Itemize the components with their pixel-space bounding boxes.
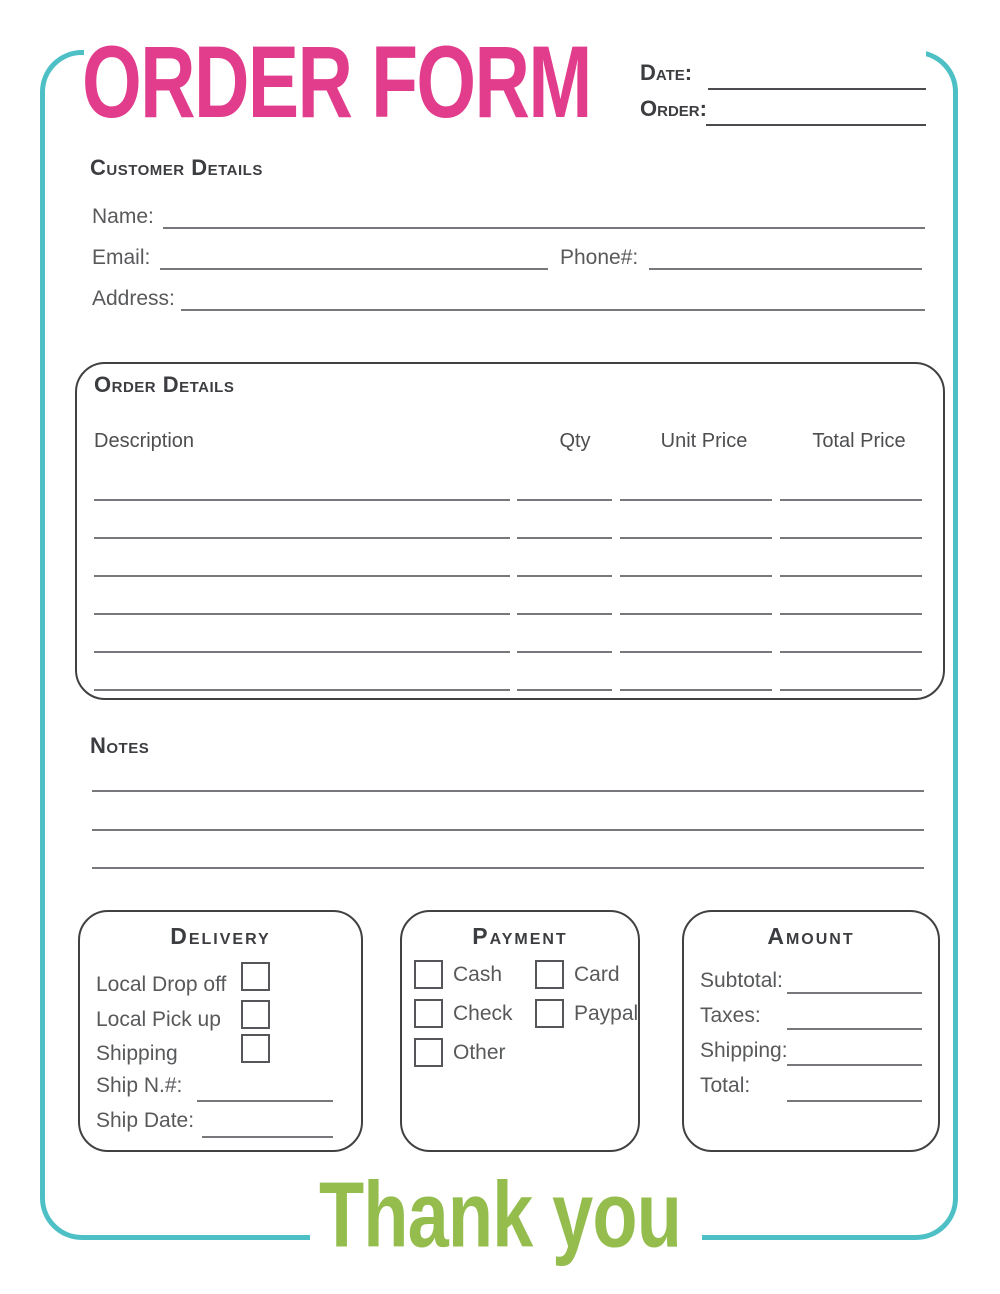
row-qty-line[interactable] <box>517 689 612 691</box>
row-total-price-line[interactable] <box>780 537 922 539</box>
checkbox-check[interactable] <box>414 999 443 1028</box>
row-qty-line[interactable] <box>517 651 612 653</box>
row-total-price-line[interactable] <box>780 651 922 653</box>
row-description-line[interactable] <box>94 499 510 501</box>
taxes-line[interactable] <box>787 1028 922 1030</box>
notes-line[interactable] <box>92 829 924 831</box>
total-line[interactable] <box>787 1100 922 1102</box>
page-title: ORDER FORM <box>82 25 591 140</box>
phone-label: Phone#: <box>560 246 639 269</box>
shipping-label: Shipping: <box>700 1039 788 1062</box>
ship-number-line[interactable] <box>197 1100 333 1102</box>
order-number-label: Order: <box>640 96 707 121</box>
row-total-price-line[interactable] <box>780 613 922 615</box>
delivery-option-shipping-label: Shipping <box>96 1042 178 1065</box>
notes-line[interactable] <box>92 790 924 792</box>
payment-box <box>400 910 640 1152</box>
date-line[interactable] <box>708 88 926 90</box>
payment-option-other-label: Other <box>453 1040 506 1064</box>
row-description-line[interactable] <box>94 537 510 539</box>
checkbox-local-drop-off[interactable] <box>241 962 270 991</box>
subtotal-line[interactable] <box>787 992 922 994</box>
row-qty-line[interactable] <box>517 499 612 501</box>
checkbox-cash[interactable] <box>414 960 443 989</box>
checkbox-paypal[interactable] <box>535 999 564 1028</box>
payment-heading: Payment <box>472 923 568 949</box>
payment-option-paypal-label: Paypal <box>574 1001 639 1025</box>
total-label: Total: <box>700 1074 751 1097</box>
row-unit-price-line[interactable] <box>620 651 772 653</box>
ship-date-line[interactable] <box>202 1136 333 1138</box>
row-description-line[interactable] <box>94 613 510 615</box>
delivery-option-local-drop-off-label: Local Drop off <box>96 973 227 996</box>
checkbox-shipping[interactable] <box>241 1034 270 1063</box>
row-description-line[interactable] <box>94 575 510 577</box>
taxes-label: Taxes: <box>700 1004 761 1027</box>
phone-line[interactable] <box>649 268 922 270</box>
customer-details-heading: Customer Details <box>90 155 263 180</box>
address-label: Address: <box>92 287 175 310</box>
row-qty-line[interactable] <box>517 613 612 615</box>
row-total-price-line[interactable] <box>780 499 922 501</box>
payment-option-check-label: Check <box>453 1001 513 1025</box>
email-line[interactable] <box>160 268 548 270</box>
column-header-unit-price: Unit Price <box>660 430 748 452</box>
order-number-line[interactable] <box>706 124 926 126</box>
ship-number-label: Ship N.#: <box>96 1074 183 1097</box>
column-header-total-price: Total Price <box>812 430 906 452</box>
column-header-qty: Qty <box>559 430 591 452</box>
notes-heading: Notes <box>90 733 150 758</box>
column-header-description: Description <box>94 430 195 452</box>
checkbox-card[interactable] <box>535 960 564 989</box>
payment-option-card-label: Card <box>574 962 620 986</box>
row-unit-price-line[interactable] <box>620 575 772 577</box>
payment-option-cash-label: Cash <box>453 962 503 986</box>
email-label: Email: <box>92 246 151 269</box>
amount-box <box>682 910 940 1152</box>
name-label: Name: <box>92 205 154 228</box>
delivery-option-local-pick-up-label: Local Pick up <box>96 1008 221 1031</box>
row-qty-line[interactable] <box>517 537 612 539</box>
date-label: Date: <box>640 60 693 85</box>
name-line[interactable] <box>163 227 925 229</box>
address-line[interactable] <box>181 309 925 311</box>
delivery-box <box>78 910 363 1152</box>
thank-you-text: Thank you <box>318 1163 682 1267</box>
row-unit-price-line[interactable] <box>620 499 772 501</box>
delivery-heading: Delivery <box>170 923 271 949</box>
amount-heading: Amount <box>767 923 855 949</box>
checkbox-other[interactable] <box>414 1038 443 1067</box>
row-qty-line[interactable] <box>517 575 612 577</box>
row-total-price-line[interactable] <box>780 575 922 577</box>
ship-date-label: Ship Date: <box>96 1109 195 1132</box>
row-description-line[interactable] <box>94 651 510 653</box>
row-unit-price-line[interactable] <box>620 613 772 615</box>
row-unit-price-line[interactable] <box>620 689 772 691</box>
checkbox-local-pick-up[interactable] <box>241 1000 270 1029</box>
order-details-heading: Order Details <box>94 372 235 397</box>
subtotal-label: Subtotal: <box>700 969 783 992</box>
row-unit-price-line[interactable] <box>620 537 772 539</box>
shipping-amount-line[interactable] <box>787 1064 922 1066</box>
row-total-price-line[interactable] <box>780 689 922 691</box>
notes-line[interactable] <box>92 867 924 869</box>
order-details-box <box>75 362 945 700</box>
row-description-line[interactable] <box>94 689 510 691</box>
